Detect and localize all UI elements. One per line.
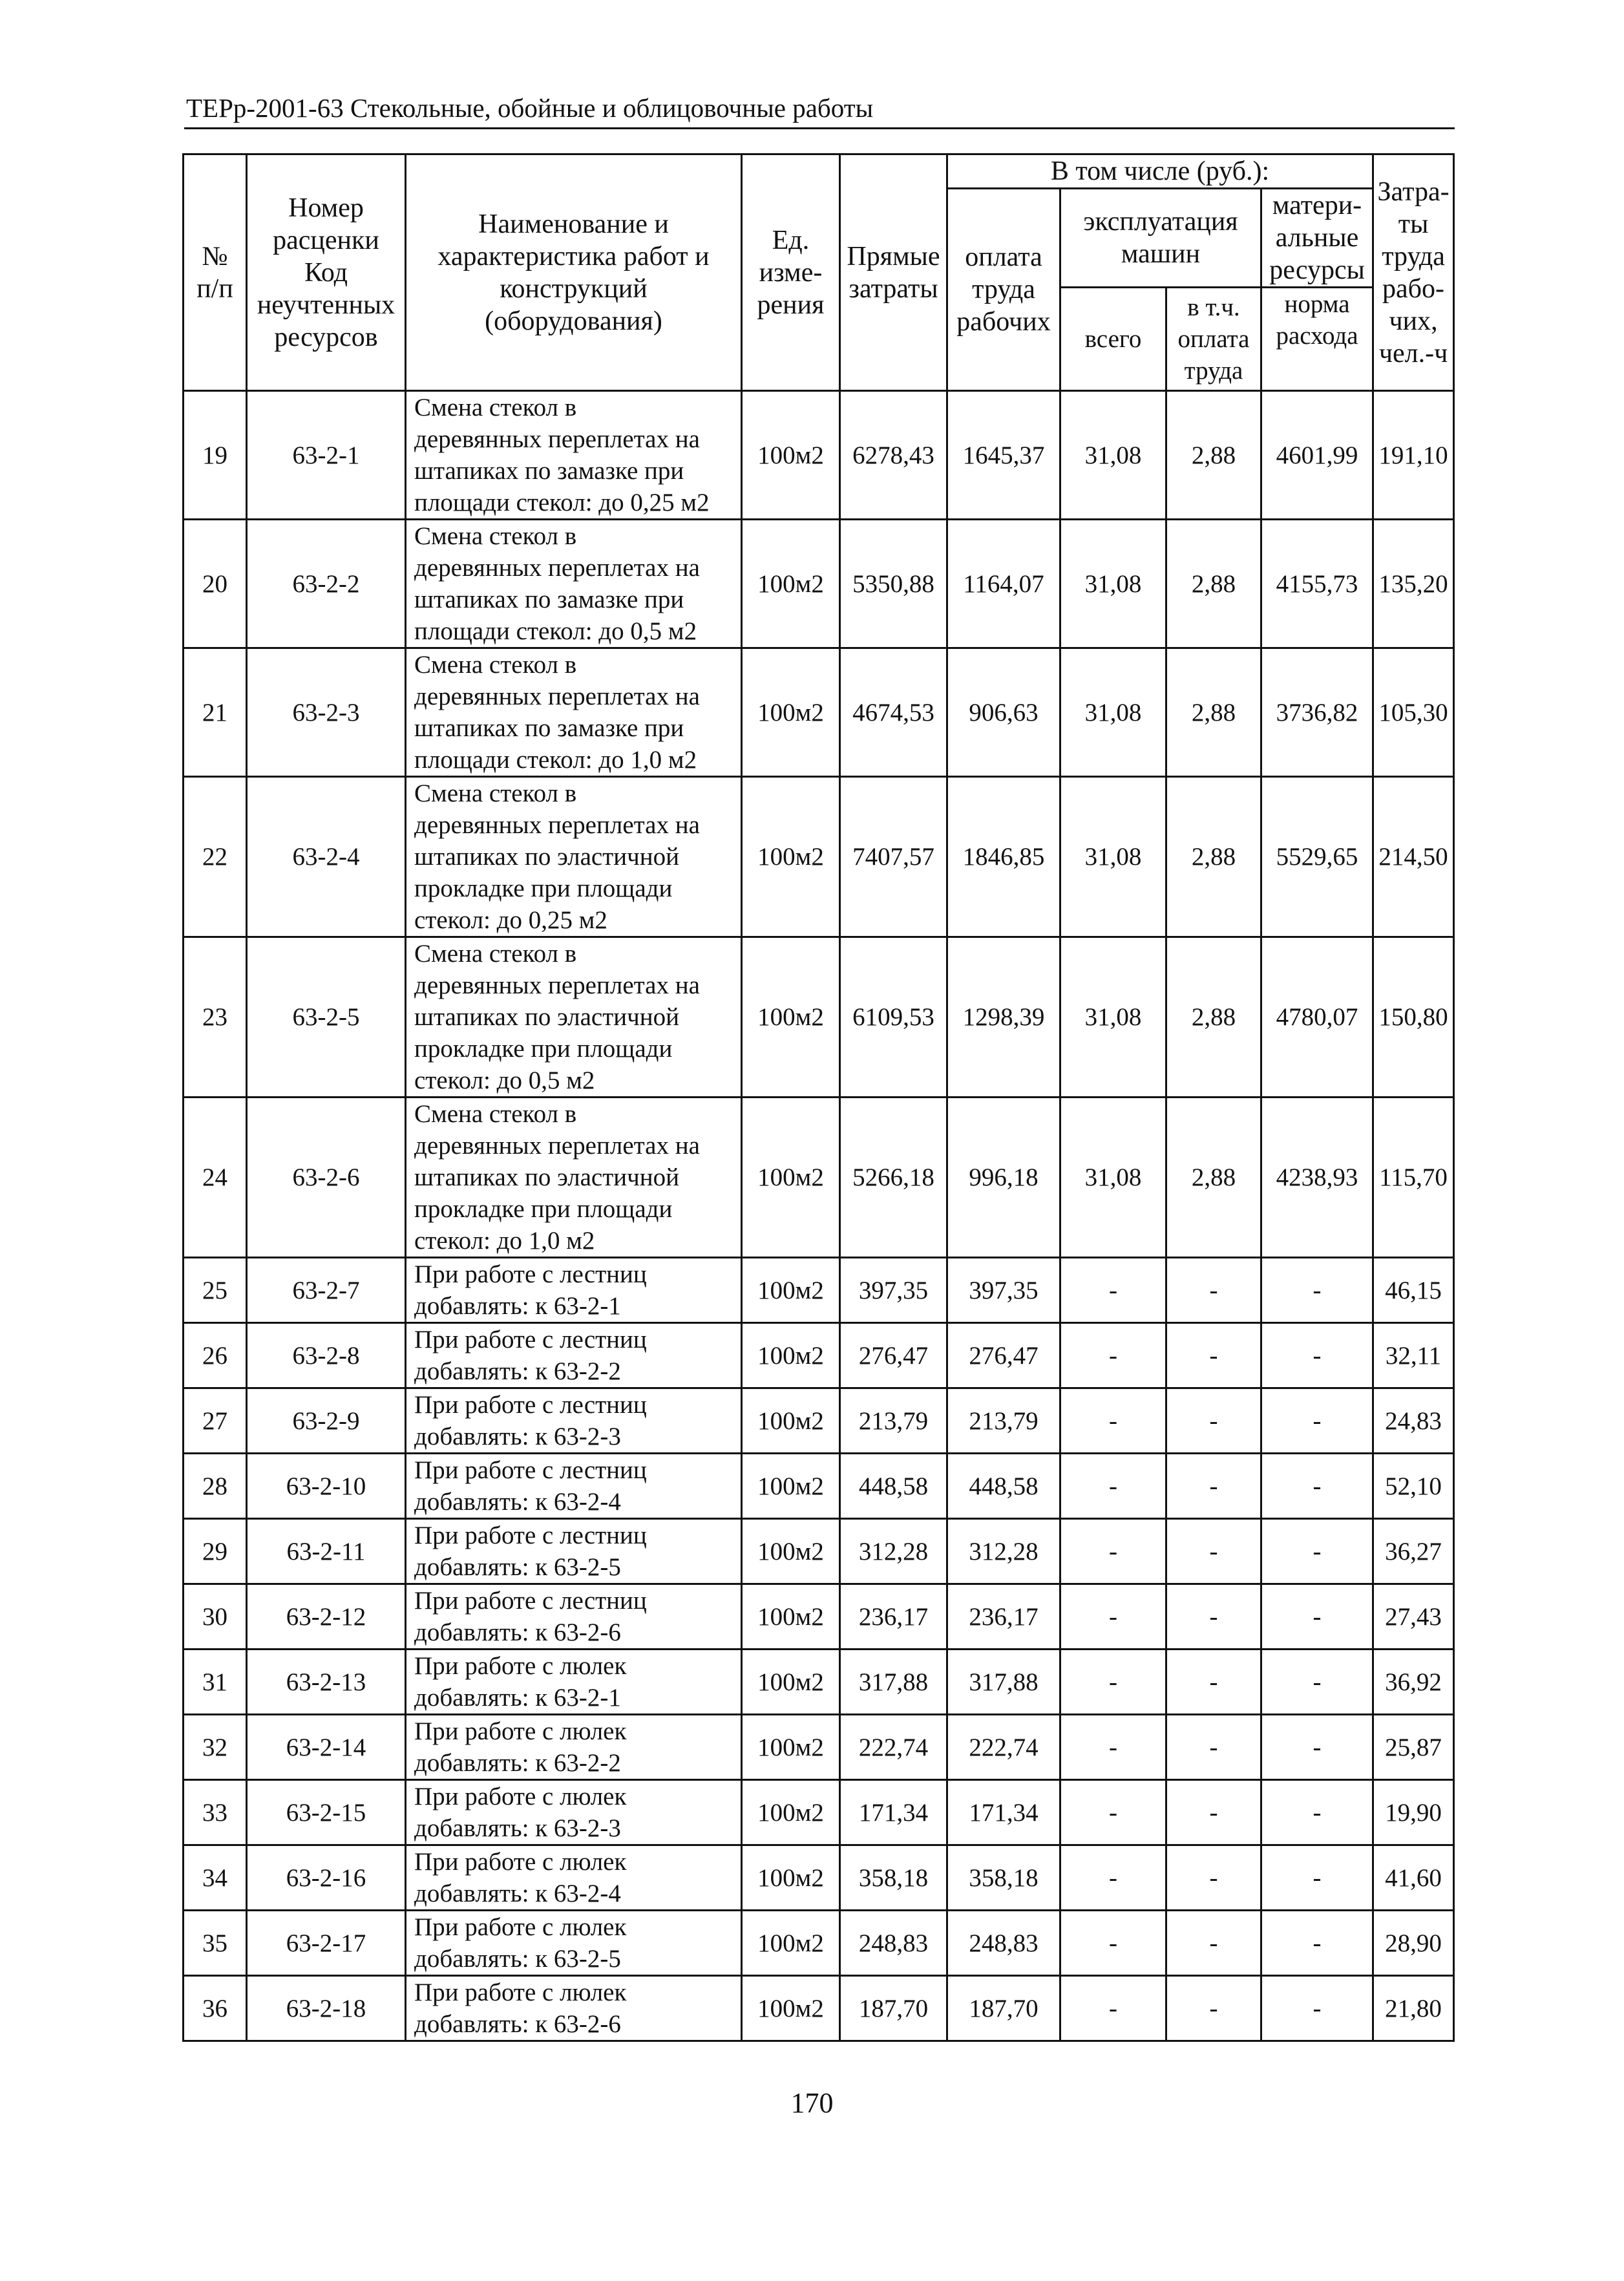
labor-hours: 150,80 (1373, 937, 1454, 1098)
labor-pay: 248,83 (947, 1911, 1060, 1976)
table-row (184, 777, 1454, 937)
labor-pay: 276,47 (947, 1323, 1060, 1388)
table-row (184, 1911, 1454, 1976)
work-description-line: деревянных переплетах на (414, 971, 700, 999)
machines-total: 31,08 (1060, 777, 1166, 937)
work-description-line: деревянных переплетах на (414, 425, 700, 453)
materials-norm: - (1261, 1780, 1373, 1845)
labor-pay: 171,34 (947, 1780, 1060, 1845)
work-description-line: штапиках по эластичной (414, 1003, 680, 1031)
machines-total: 31,08 (1060, 391, 1166, 520)
labor-pay: 996,18 (947, 1098, 1060, 1258)
work-description-line: Смена стекол в (414, 1100, 577, 1128)
labor-pay: 358,18 (947, 1845, 1060, 1911)
work-description-line: добавлять: к 63-2-6 (414, 2010, 621, 2038)
labor-hours: 41,60 (1373, 1845, 1454, 1911)
work-description (406, 1454, 742, 1519)
machines-labor-pay: - (1166, 1454, 1261, 1519)
table-row (184, 1976, 1454, 2041)
work-description (406, 1911, 742, 1976)
work-description (406, 1388, 742, 1454)
table-body (184, 391, 1454, 2041)
row-number: 21 (184, 648, 247, 777)
header-rule (184, 127, 1455, 129)
work-description-line: штапиках по эластичной (414, 1163, 680, 1191)
unit-of-measure: 100м2 (742, 1976, 840, 2041)
table-header (184, 154, 1454, 391)
labor-pay: 1645,37 (947, 391, 1060, 520)
materials-norm: 3736,82 (1261, 648, 1373, 777)
materials-norm: - (1261, 1584, 1373, 1650)
direct-costs: 358,18 (840, 1845, 947, 1911)
table-row (184, 520, 1454, 648)
rate-code: 63-2-11 (247, 1519, 406, 1584)
rate-code: 63-2-8 (247, 1323, 406, 1388)
labor-pay: 236,17 (947, 1584, 1060, 1650)
work-description-line: добавлять: к 63-2-6 (414, 1618, 621, 1646)
rate-code: 63-2-6 (247, 1098, 406, 1258)
labor-hours: 28,90 (1373, 1911, 1454, 1976)
row-number: 29 (184, 1519, 247, 1584)
labor-hours: 27,43 (1373, 1584, 1454, 1650)
labor-pay: 187,70 (947, 1976, 1060, 2041)
machines-total: - (1060, 1323, 1166, 1388)
table-row (184, 937, 1454, 1098)
machines-labor-pay: - (1166, 1584, 1261, 1650)
work-description-line: добавлять: к 63-2-1 (414, 1292, 621, 1320)
labor-pay: 1846,85 (947, 777, 1060, 937)
machines-labor-pay: 2,88 (1166, 391, 1261, 520)
work-description (406, 1715, 742, 1780)
work-description-line: При работе с люлек (414, 1652, 627, 1680)
work-description (406, 520, 742, 648)
labor-hours: 25,87 (1373, 1715, 1454, 1780)
row-number: 35 (184, 1911, 247, 1976)
machines-labor-pay: - (1166, 1780, 1261, 1845)
table-row (184, 1519, 1454, 1584)
labor-pay: 448,58 (947, 1454, 1060, 1519)
work-description (406, 937, 742, 1098)
unit-of-measure: 100м2 (742, 648, 840, 777)
header-direct: Прямые затраты (840, 154, 947, 391)
machines-labor-pay: 2,88 (1166, 937, 1261, 1098)
table-row (184, 1584, 1454, 1650)
work-description-line: добавлять: к 63-2-5 (414, 1553, 621, 1581)
row-number: 34 (184, 1845, 247, 1911)
work-description-line: При работе с люлек (414, 1979, 627, 2006)
materials-norm: - (1261, 1976, 1373, 2041)
rate-code: 63-2-17 (247, 1911, 406, 1976)
machines-total: - (1060, 1650, 1166, 1715)
unit-of-measure: 100м2 (742, 1323, 840, 1388)
work-description (406, 1584, 742, 1650)
machines-total: - (1060, 1845, 1166, 1911)
unit-of-measure: 100м2 (742, 520, 840, 648)
work-description (406, 1780, 742, 1845)
table-row (184, 1845, 1454, 1911)
rate-code: 63-2-5 (247, 937, 406, 1098)
table-row (184, 648, 1454, 777)
page-header-title: ТЕРр-2001-63 Стекольные, обойные и облицовочные работы (186, 93, 874, 123)
machines-total: - (1060, 1258, 1166, 1323)
work-description-line: деревянных переплетах на (414, 683, 700, 710)
row-number: 28 (184, 1454, 247, 1519)
work-description-line: стекол: до 1,0 м2 (414, 1227, 595, 1255)
work-description-line: Смена стекол в (414, 522, 577, 550)
header-labor-pay: оплата труда рабочих (947, 189, 1060, 391)
work-description-line: площади стекол: до 0,5 м2 (414, 617, 697, 645)
direct-costs: 317,88 (840, 1650, 947, 1715)
direct-costs: 6278,43 (840, 391, 947, 520)
labor-hours: 36,27 (1373, 1519, 1454, 1584)
row-number: 26 (184, 1323, 247, 1388)
labor-hours: 135,20 (1373, 520, 1454, 648)
machines-total: - (1060, 1911, 1166, 1976)
unit-of-measure: 100м2 (742, 391, 840, 520)
work-description-line: Смена стекол в (414, 651, 577, 679)
work-description-line: штапиках по замазке при (414, 714, 684, 742)
labor-pay: 397,35 (947, 1258, 1060, 1323)
rate-code: 63-2-4 (247, 777, 406, 937)
header-num: № п/п (184, 154, 247, 391)
table-row (184, 1454, 1454, 1519)
header-code: Номер расценки Код неучтенных ресурсов (247, 154, 406, 391)
row-number: 22 (184, 777, 247, 937)
direct-costs: 397,35 (840, 1258, 947, 1323)
machines-labor-pay: - (1166, 1976, 1261, 2041)
direct-costs: 7407,57 (840, 777, 947, 937)
work-description-line: деревянных переплетах на (414, 554, 700, 582)
work-description-line: стекол: до 0,25 м2 (414, 906, 607, 934)
work-description-line: добавлять: к 63-2-2 (414, 1749, 621, 1777)
unit-of-measure: 100м2 (742, 1650, 840, 1715)
work-description-line: площади стекол: до 0,25 м2 (414, 489, 710, 516)
work-description-line: площади стекол: до 1,0 м2 (414, 746, 697, 774)
rate-code: 63-2-18 (247, 1976, 406, 2041)
work-description (406, 777, 742, 937)
work-description-line: прокладке при площади (414, 1035, 673, 1063)
materials-norm: - (1261, 1911, 1373, 1976)
unit-of-measure: 100м2 (742, 1258, 840, 1323)
work-description-line: добавлять: к 63-2-5 (414, 1945, 621, 1973)
materials-norm: - (1261, 1519, 1373, 1584)
work-description-line: При работе с лестниц (414, 1587, 647, 1615)
row-number: 36 (184, 1976, 247, 2041)
machines-labor-pay: 2,88 (1166, 520, 1261, 648)
row-number: 32 (184, 1715, 247, 1780)
rate-code: 63-2-13 (247, 1650, 406, 1715)
work-description (406, 391, 742, 520)
rate-code: 63-2-12 (247, 1584, 406, 1650)
row-number: 24 (184, 1098, 247, 1258)
machines-labor-pay: 2,88 (1166, 777, 1261, 937)
machines-total: - (1060, 1780, 1166, 1845)
work-description (406, 1519, 742, 1584)
work-description-line: добавлять: к 63-2-3 (414, 1423, 621, 1450)
machines-labor-pay: - (1166, 1715, 1261, 1780)
materials-norm: - (1261, 1454, 1373, 1519)
unit-of-measure: 100м2 (742, 937, 840, 1098)
machines-labor-pay: - (1166, 1388, 1261, 1454)
work-description-line: При работе с люлек (414, 1913, 627, 1941)
materials-norm: - (1261, 1845, 1373, 1911)
labor-hours: 214,50 (1373, 777, 1454, 937)
table-row (184, 1258, 1454, 1323)
header-materials: матери-альные ресурсы (1261, 189, 1373, 288)
machines-total: - (1060, 1388, 1166, 1454)
header-machines: эксплуатация машин (1060, 189, 1261, 288)
work-description (406, 648, 742, 777)
machines-total: - (1060, 1715, 1166, 1780)
labor-hours: 19,90 (1373, 1780, 1454, 1845)
unit-of-measure: 100м2 (742, 1388, 840, 1454)
materials-norm: 4238,93 (1261, 1098, 1373, 1258)
work-description-line: добавлять: к 63-2-3 (414, 1814, 621, 1842)
direct-costs: 5266,18 (840, 1098, 947, 1258)
materials-norm: 4780,07 (1261, 937, 1373, 1098)
labor-pay: 312,28 (947, 1519, 1060, 1584)
unit-of-measure: 100м2 (742, 1715, 840, 1780)
unit-of-measure: 100м2 (742, 1780, 840, 1845)
work-description-line: При работе с люлек (414, 1848, 627, 1876)
work-description-line: При работе с лестниц (414, 1326, 647, 1353)
labor-pay: 1164,07 (947, 520, 1060, 648)
work-description-line: При работе с люлек (414, 1783, 627, 1810)
work-description-line: добавлять: к 63-2-1 (414, 1684, 621, 1712)
direct-costs: 222,74 (840, 1715, 947, 1780)
machines-labor-pay: - (1166, 1911, 1261, 1976)
table-row (184, 1098, 1454, 1258)
page-number: 170 (790, 2087, 834, 2119)
unit-of-measure: 100м2 (742, 1098, 840, 1258)
machines-total: 31,08 (1060, 1098, 1166, 1258)
rate-code: 63-2-16 (247, 1845, 406, 1911)
work-description-line: Смена стекол в (414, 780, 577, 807)
direct-costs: 5350,88 (840, 520, 947, 648)
rate-code: 63-2-9 (247, 1388, 406, 1454)
rate-code: 63-2-2 (247, 520, 406, 648)
row-number: 25 (184, 1258, 247, 1323)
machines-total: 31,08 (1060, 648, 1166, 777)
unit-of-measure: 100м2 (742, 1911, 840, 1976)
work-description (406, 1650, 742, 1715)
direct-costs: 276,47 (840, 1323, 947, 1388)
work-description-line: деревянных переплетах на (414, 1132, 700, 1160)
machines-total: - (1060, 1519, 1166, 1584)
work-description (406, 1258, 742, 1323)
table-row (184, 391, 1454, 520)
rate-code: 63-2-1 (247, 391, 406, 520)
work-description-line: При работе с лестниц (414, 1456, 647, 1484)
materials-norm: - (1261, 1323, 1373, 1388)
materials-norm: - (1261, 1258, 1373, 1323)
work-description-line: штапиках по эластичной (414, 843, 680, 871)
work-description-line: добавлять: к 63-2-4 (414, 1880, 621, 1907)
rates-table (182, 153, 1455, 2042)
machines-total: - (1060, 1454, 1166, 1519)
work-description-line: добавлять: к 63-2-4 (414, 1488, 621, 1516)
direct-costs: 4674,53 (840, 648, 947, 777)
machines-labor-pay: - (1166, 1650, 1261, 1715)
row-number: 23 (184, 937, 247, 1098)
direct-costs: 171,34 (840, 1780, 947, 1845)
materials-norm: 5529,65 (1261, 777, 1373, 937)
row-number: 30 (184, 1584, 247, 1650)
machines-total: - (1060, 1976, 1166, 2041)
header-name: Наименование и характеристика работ и конструкций (оборудования) (406, 154, 742, 391)
work-description-line: добавлять: к 63-2-2 (414, 1357, 621, 1385)
labor-hours: 105,30 (1373, 648, 1454, 777)
materials-norm: 4155,73 (1261, 520, 1373, 648)
machines-labor-pay: - (1166, 1258, 1261, 1323)
labor-hours: 46,15 (1373, 1258, 1454, 1323)
header-machines-total: всего (1060, 288, 1166, 391)
labor-hours: 24,83 (1373, 1388, 1454, 1454)
labor-pay: 1298,39 (947, 937, 1060, 1098)
labor-pay: 222,74 (947, 1715, 1060, 1780)
materials-norm: - (1261, 1715, 1373, 1780)
rate-code: 63-2-7 (247, 1258, 406, 1323)
work-description-line: штапиках по замазке при (414, 586, 684, 613)
row-number: 20 (184, 520, 247, 648)
rate-code: 63-2-15 (247, 1780, 406, 1845)
direct-costs: 236,17 (840, 1584, 947, 1650)
work-description-line: При работе с люлек (414, 1717, 627, 1745)
machines-labor-pay: - (1166, 1323, 1261, 1388)
header-unit: Ед. изме-рения (742, 154, 840, 391)
work-description-line: При работе с лестниц (414, 1260, 647, 1288)
labor-pay: 317,88 (947, 1650, 1060, 1715)
direct-costs: 312,28 (840, 1519, 947, 1584)
rate-code: 63-2-3 (247, 648, 406, 777)
work-description-line: прокладке при площади (414, 1195, 673, 1223)
machines-labor-pay: 2,88 (1166, 1098, 1261, 1258)
table-row (184, 1650, 1454, 1715)
unit-of-measure: 100м2 (742, 1845, 840, 1911)
row-number: 31 (184, 1650, 247, 1715)
direct-costs: 213,79 (840, 1388, 947, 1454)
work-description (406, 1323, 742, 1388)
unit-of-measure: 100м2 (742, 777, 840, 937)
work-description-line: прокладке при площади (414, 875, 673, 902)
unit-of-measure: 100м2 (742, 1519, 840, 1584)
labor-hours: 191,10 (1373, 391, 1454, 520)
header-machines-pay: в т.ч. оплата труда (1166, 288, 1261, 391)
machines-labor-pay: 2,88 (1166, 648, 1261, 777)
labor-hours: 115,70 (1373, 1098, 1454, 1258)
rate-code: 63-2-10 (247, 1454, 406, 1519)
rate-code: 63-2-14 (247, 1715, 406, 1780)
unit-of-measure: 100м2 (742, 1454, 840, 1519)
labor-hours: 32,11 (1373, 1323, 1454, 1388)
direct-costs: 187,70 (840, 1976, 947, 2041)
work-description (406, 1845, 742, 1911)
table-row (184, 1388, 1454, 1454)
labor-pay: 213,79 (947, 1388, 1060, 1454)
header-labor-cost: Затра-ты труда рабо-чих, чел.-ч (1373, 154, 1454, 391)
labor-pay: 906,63 (947, 648, 1060, 777)
labor-hours: 21,80 (1373, 1976, 1454, 2041)
work-description-line: стекол: до 0,5 м2 (414, 1066, 595, 1094)
labor-hours: 52,10 (1373, 1454, 1454, 1519)
machines-total: - (1060, 1584, 1166, 1650)
work-description (406, 1098, 742, 1258)
work-description-line: деревянных переплетах на (414, 811, 700, 839)
machines-total: 31,08 (1060, 937, 1166, 1098)
work-description-line: При работе с лестниц (414, 1522, 647, 1549)
work-description (406, 1976, 742, 2041)
materials-norm: 4601,99 (1261, 391, 1373, 520)
row-number: 27 (184, 1388, 247, 1454)
machines-labor-pay: - (1166, 1845, 1261, 1911)
table-row (184, 1780, 1454, 1845)
table-row (184, 1715, 1454, 1780)
work-description-line: При работе с лестниц (414, 1391, 647, 1419)
direct-costs: 248,83 (840, 1911, 947, 1976)
work-description-line: Смена стекол в (414, 940, 577, 968)
row-number: 33 (184, 1780, 247, 1845)
work-description-line: Смена стекол в (414, 394, 577, 421)
direct-costs: 6109,53 (840, 937, 947, 1098)
unit-of-measure: 100м2 (742, 1584, 840, 1650)
machines-total: 31,08 (1060, 520, 1166, 648)
labor-hours: 36,92 (1373, 1650, 1454, 1715)
machines-labor-pay: - (1166, 1519, 1261, 1584)
work-description-line: штапиках по замазке при (414, 457, 684, 485)
header-materials-norm: норма расхода (1261, 288, 1373, 391)
row-number: 19 (184, 391, 247, 520)
materials-norm: - (1261, 1388, 1373, 1454)
table-row (184, 1323, 1454, 1388)
materials-norm: - (1261, 1650, 1373, 1715)
direct-costs: 448,58 (840, 1454, 947, 1519)
header-including: В том числе (руб.): (947, 154, 1373, 189)
